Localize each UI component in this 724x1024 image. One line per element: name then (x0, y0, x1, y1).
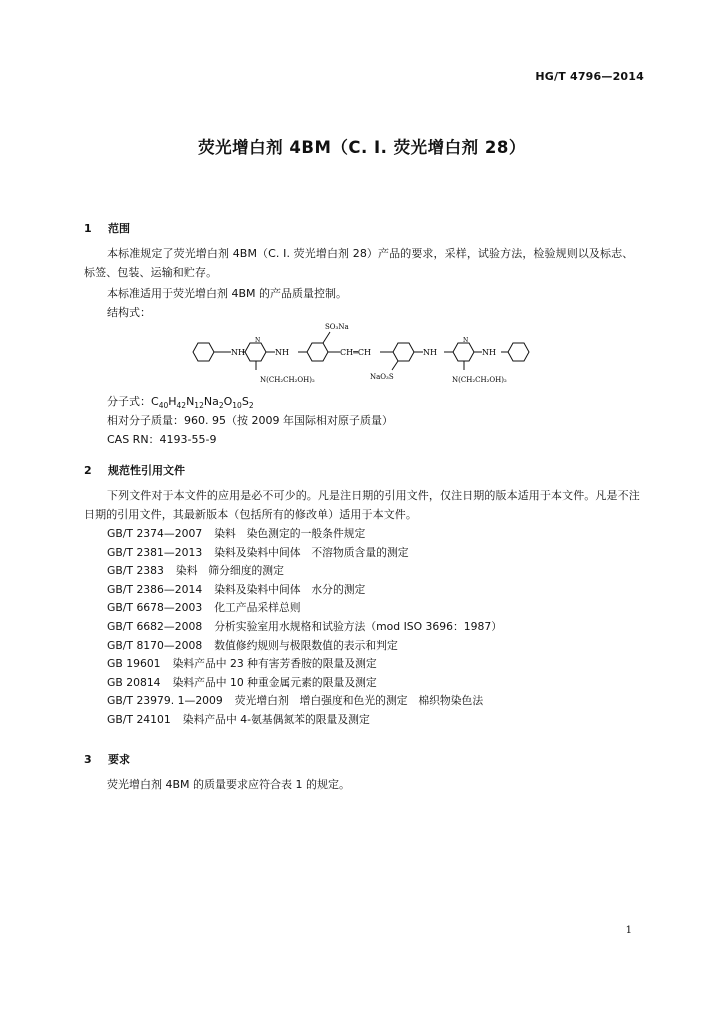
reference-code: GB/T 6682—2008 (107, 620, 203, 633)
section-3-heading (84, 751, 130, 767)
reference-title: 荧光增白剂 增白强度和色光的测定 棉织物染色法 (234, 694, 484, 708)
reference-title: 染料及染料中间体 不溶物质含量的测定 (214, 545, 409, 559)
n-label: N (463, 337, 469, 344)
nh-label: NH (275, 348, 289, 357)
so3na-bottom-label: NaO₃S (370, 373, 394, 381)
reference-item (107, 656, 377, 671)
scope-paragraph: 本标准规定了荧光增白剂 4BM（C. I. 荧光增白剂 28）产品的要求，采样，试验方法，检验规则以及标志、标签、包装、运输和贮存。 (84, 247, 634, 279)
reference-item (107, 693, 483, 708)
reference-code: GB/T 24101 (107, 713, 171, 726)
section-title: 要求 (108, 753, 130, 766)
section-number: 2 (84, 464, 92, 477)
so3na-top-label: SO₃Na (325, 323, 349, 331)
n-label: N (255, 337, 261, 344)
reference-title: 染料产品中 4-氨基偶氮苯的限量及测定 (182, 713, 370, 726)
applicability-paragraph: 本标准适用于荧光增白剂 4BM 的产品质量控制。 (107, 287, 348, 300)
amine-right-label: N(CH₂CH₂OH)₂ (452, 376, 507, 384)
reference-code: GB/T 6678—2003 (107, 601, 203, 615)
reference-code: GB/T 8170—2008 (107, 638, 203, 652)
section-number: 3 (84, 753, 92, 766)
reference-item (107, 582, 365, 597)
document-title: 荧光增白剂 4BM（C. I. 荧光增白剂 28） (198, 138, 526, 157)
reference-code: GB/T 2383 (107, 564, 164, 578)
nh-label: NH (482, 348, 496, 357)
reference-title: 染料 染色测定的一般条件规定 (214, 527, 366, 540)
references-intro: 下列文件对于本文件的应用是必不可少的。凡是注日期的引用文件，仅注日期的版本适用于本文件。凡是不注日期的引用文件，其最新版本（包括所有的修改单）适用于本文件。 (84, 489, 640, 521)
structure-label: 结构式： (107, 306, 151, 319)
ch-eq-ch-label: CH═CH (340, 348, 372, 357)
reference-code: GB/T 23979. 1—2009 (107, 694, 223, 708)
reference-item (107, 712, 370, 727)
cas-number: CAS RN：4193-55-9 (107, 433, 217, 446)
section-number: 1 (84, 222, 92, 235)
reference-code: GB 20814 (107, 675, 161, 689)
reference-item (107, 619, 502, 634)
reference-item (107, 638, 398, 653)
reference-item (107, 600, 301, 615)
reference-title: 数值修约规则与极限数值的表示和判定 (214, 638, 398, 652)
page-number: 1 (625, 925, 632, 936)
reference-title: 分析实验室用水规格和试验方法（mod ISO 3696：1987） (214, 620, 503, 633)
nh-label: NH (423, 348, 437, 357)
section-2-heading (84, 462, 185, 478)
reference-code: GB/T 2374—2007 (107, 527, 203, 540)
reference-title: 染料及染料中间体 水分的测定 (214, 582, 366, 596)
section-title: 规范性引用文件 (108, 464, 185, 477)
reference-code: GB/T 2381—2013 (107, 545, 203, 559)
nh-label: NH (231, 348, 245, 357)
section-1-heading (84, 220, 130, 236)
molar-mass: 相对分子质量：960. 95（按 2009 年国际相对原子质量） (107, 414, 393, 427)
reference-title: 染料产品中 10 种重金属元素的限量及测定 (172, 675, 377, 689)
reference-code: GB 19601 (107, 657, 161, 671)
reference-title: 染料产品中 23 种有害芳香胺的限量及测定 (172, 657, 377, 671)
section-title: 范围 (108, 222, 130, 235)
reference-code: GB/T 2386—2014 (107, 582, 203, 596)
standard-number: HG/T 4796—2014 (535, 70, 644, 83)
reference-title: 染料 筛分细度的测定 (175, 564, 284, 578)
requirements-paragraph: 荧光增白剂 4BM 的质量要求应符合表 1 的规定。 (107, 778, 351, 791)
reference-item (107, 526, 365, 541)
reference-item (107, 675, 377, 690)
formula-label: 分子式： (107, 395, 151, 408)
structural-formula (180, 318, 540, 390)
amine-left-label: N(CH₂CH₂OH)₂ (260, 376, 315, 384)
reference-item (107, 545, 409, 560)
reference-item (107, 563, 284, 578)
molecular-formula: 分子式：$C_{40}H_{42}N_{12}Na_2O_{10}S_2$ (107, 395, 254, 411)
reference-title: 化工产品采样总则 (214, 601, 301, 615)
